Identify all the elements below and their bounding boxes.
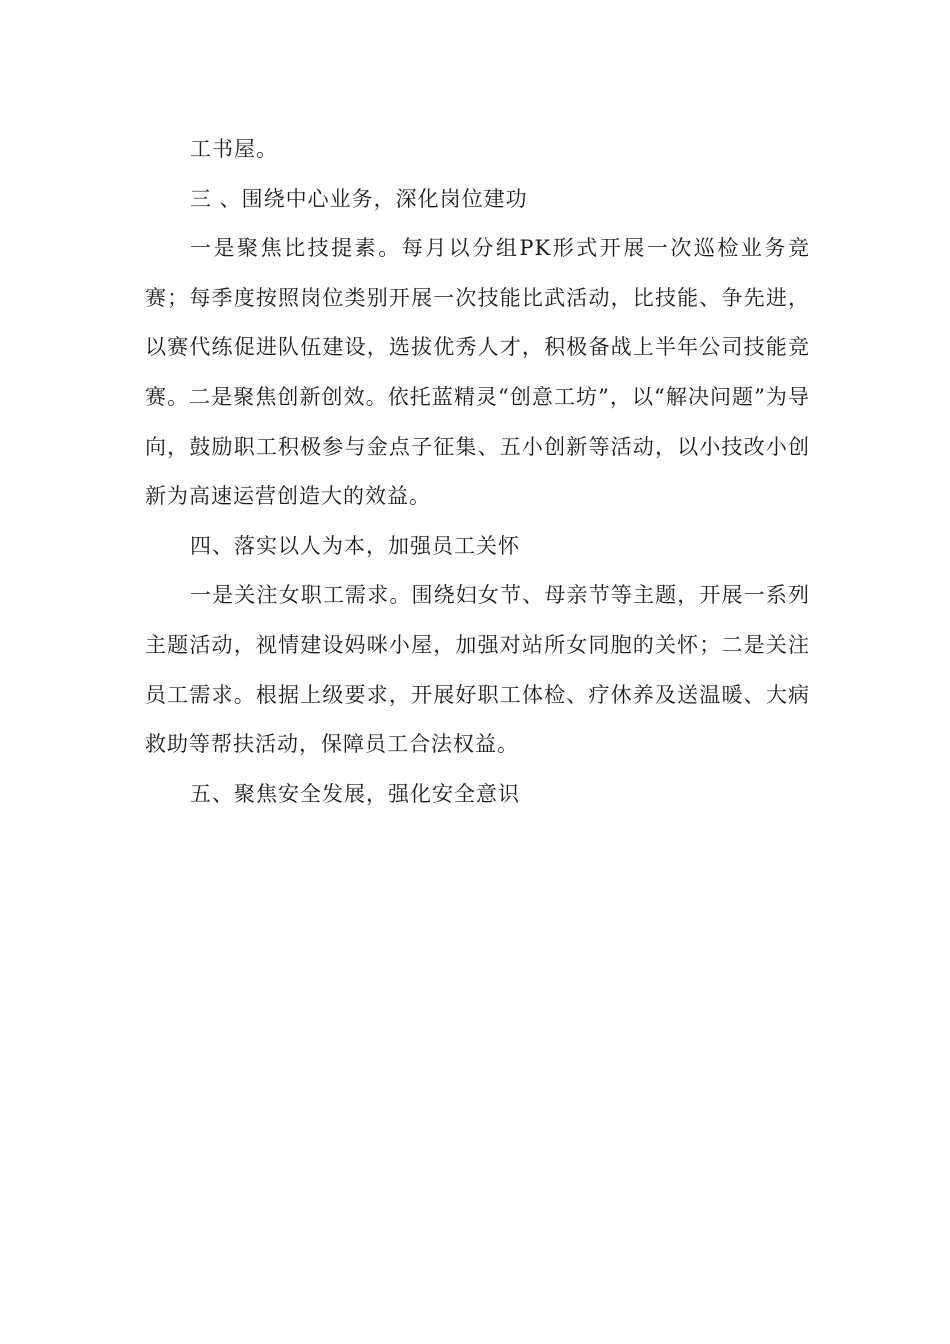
- paragraph-1: 工书屋。: [190, 137, 278, 161]
- section-heading-4: 四、落实以人为本，加强员工关怀: [190, 533, 520, 558]
- paragraph-employee-care: 一是关注女职工需求。围绕妇女节、母亲节等主题，开展一系列主题活动，视情建设妈咪小屋，加强对站所女同胞的关怀；二是关注员工需求。根据上级要求，开展好职工体检、疗休养及送温暖、大病救助等帮扶活动，保障员工合法权益。: [145, 583, 810, 757]
- section-heading-3: 三 、围绕中心业务，深化岗位建功: [190, 186, 528, 211]
- paragraph-skills-innovation: 一是聚焦比技提素。每月以分组PK形式开展一次巡检业务竞赛；每季度按照岗位类别开展一次技能比武活动，比技能、争先进，以赛代练促进队伍建设，选拔优秀人才，积极备战上半年公司技能竞赛。二是聚焦创新创效。依托蓝精灵“创意工坊”，以“解决问题”为导向，鼓励职工积极参与金点子征集、五小创新等活动，以小技改小创新为高速运营创造大的效益。: [145, 236, 810, 509]
- document-body: [145, 125, 810, 819]
- section-heading-5: 五、聚焦安全发展，强化安全意识: [190, 781, 520, 806]
